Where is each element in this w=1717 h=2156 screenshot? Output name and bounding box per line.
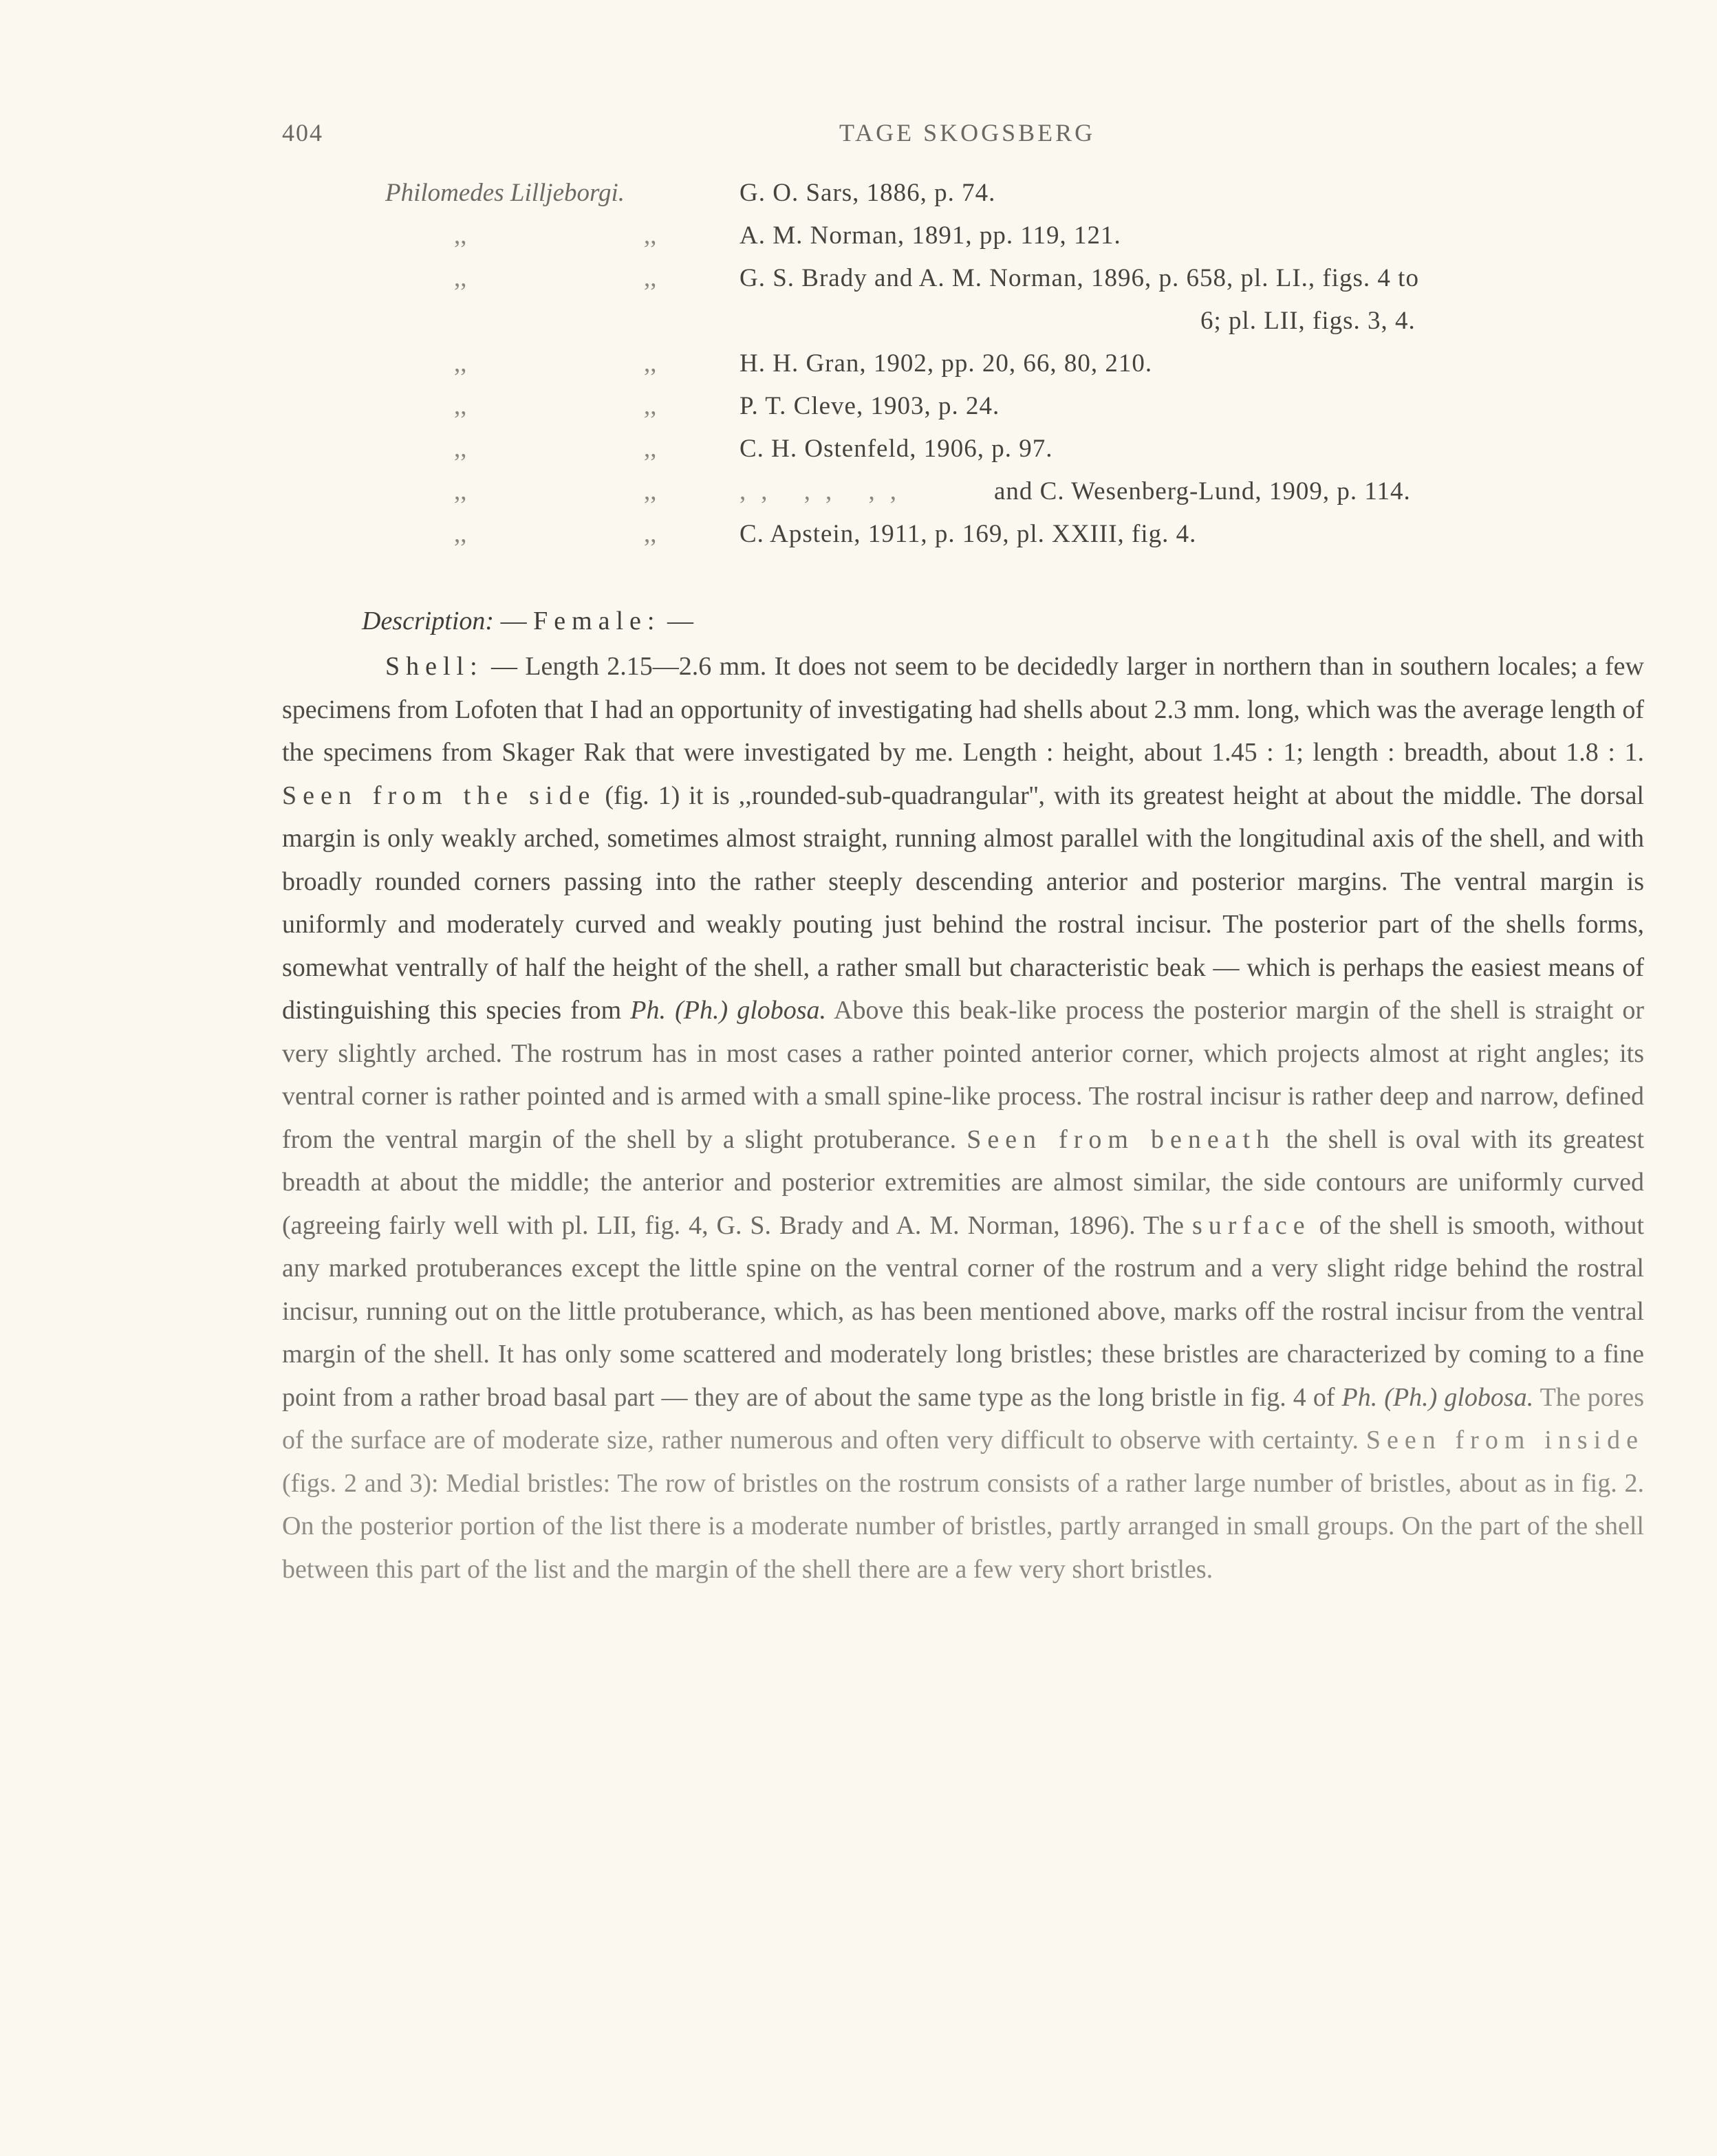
reference: C. Apstein, 1911, p. 169, pl. XXIII, fig. 4.: [739, 520, 1197, 548]
reference: P. T. Cleve, 1903, p. 24.: [739, 392, 1000, 420]
ditto-mark: ,,: [454, 435, 467, 463]
spaced-phrase: surface: [1191, 1210, 1311, 1240]
description-heading: [362, 600, 1644, 642]
paragraph-text: (fig. 1) it is ,,rounded-sub-quadrangular'', with its greatest height at about the middle. The dorsal margin is only weakly arched, sometimes almost straight, running almost parallel with the longitudinal axis of the shell, and with broadly rounded corners passing into the rather steeply descending anterior and posterior margins. The ventral margin is uniformly and moderately curved and weakly pouting just behind the rostral incisur. The posterior part of the shells forms, somewhat ventrally of half the height of the shell, a rather small but characteristic beak — which is perhaps the easiest means of distinguishing this species from: [282, 781, 1644, 1025]
ditto-mark: ,,: [454, 221, 467, 250]
ditto-mark: ,,: [644, 435, 657, 463]
reference: C. H. Ostenfeld, 1906, p. 97.: [739, 435, 1053, 463]
synonymy-row: [385, 470, 1678, 513]
description-label: Description:: [362, 607, 495, 635]
reference: A. M. Norman, 1891, pp. 119, 121.: [739, 221, 1121, 250]
synonymy-row: [385, 385, 1678, 428]
female-label: Female:: [533, 607, 661, 635]
dash: —: [500, 607, 527, 635]
taxon-name: Ph. (Ph.) globosa.: [630, 996, 827, 1025]
paragraph-text: Length 2.15—2.6 mm. It does not seem to be decidedly larger in northern than in southern locales; a few specimens from Lofoten that I had an opportunity of investigating had shells about 2.3 mm. long, which was the average length of the specimens from Skager Rak that were investigated by me. Length : height, about 1.45 : 1; length : breadth, about 1.8 : 1.: [282, 652, 1644, 767]
ditto-mark: ,,: [454, 392, 467, 420]
taxon-name: Ph. (Ph.) globosa.: [1341, 1382, 1534, 1412]
paragraph-text: (figs. 2 and 3): Medial bristles: The row of bristles on the rostrum consists of a rather large number of bristles, about as in fig. 2. On the posterior portion of the list there is a moderate number of bristles, partly arranged in small groups. On the part of the shell between this part of the list and the margin of the shell there are a few very short bristles.: [282, 1468, 1644, 1584]
ditto-mark: ,,: [644, 221, 657, 250]
ditto-mark: ,,: [644, 520, 657, 548]
spaced-phrase: Seen from beneath: [967, 1124, 1276, 1154]
ditto-mark: ,,: [644, 264, 657, 292]
paragraph-text: the shell is oval with its greatest breadth at about the middle; the anterior and posterior extremities are almost similar, the side contours are uniformly curved (agreeing fairly well with pl. LII, fig. 4, G. S. Brady and A. M. Norman, 1896). The: [282, 1124, 1645, 1240]
synonymy-row: [385, 428, 1678, 470]
dash: —: [667, 607, 693, 635]
reference: H. H. Gran, 1902, pp. 20, 66, 80, 210.: [739, 349, 1153, 378]
ditto-mark: ,,: [454, 264, 467, 292]
page-header: [282, 118, 1658, 157]
paragraph-text: The pores of the surface are of moderate size, rather numerous and often very difficult to observe with certainty.: [282, 1382, 1644, 1455]
synonymy-row: [385, 215, 1678, 257]
synonymy-row: [385, 342, 1678, 385]
spaced-phrase: Seen from the side: [282, 781, 596, 810]
ditto-mark: ,,: [644, 477, 657, 505]
spaced-phrase: Seen from inside: [1365, 1426, 1644, 1455]
shell-paragraph: [282, 645, 1644, 1591]
ditto-mark: ,,: [644, 392, 657, 420]
ditto-mark: ,, ,, ,,: [739, 477, 911, 505]
reference: [739, 470, 1411, 513]
reference: G. O. Sars, 1886, p. 74.: [739, 179, 996, 207]
ditto-mark: ,,: [644, 349, 657, 378]
dash: —: [491, 652, 518, 681]
synonymy-row: [385, 172, 1678, 215]
synonymy-list: [385, 172, 1678, 556]
ditto-mark: ,,: [454, 520, 467, 548]
shell-label: Shell:: [385, 652, 484, 681]
synonymy-row: [385, 513, 1678, 556]
paragraph-text: of the shell is smooth, without any marked protuberances except the little spine on the ventral corner of the rostrum and a very slight ridge behind the rostral incisur, running out on the little protuberance, which, as has been mentioned above, marks off the rostral incisur from the ventral margin of the shell. It has only some scattered and moderately long bristles; these bristles are characterized by coming to a fine point from a rather broad basal part — they are of about the same type as the long bristle in fig. 4 of: [282, 1210, 1644, 1412]
ditto-mark: ,,: [454, 349, 467, 378]
paragraph-text: Above this beak-like process the posterior margin of the shell is straight or very slightly arched. The rostrum has in most cases a rather pointed anterior corner, which projects almost at right angles; its ventral corner is rather pointed and is armed with a small spine-like process. The rostral incisur is rather deep and narrow, defined from the ventral margin of the shell by a slight protuberance.: [282, 996, 1645, 1154]
reference: G. S. Brady and A. M. Norman, 1896, p. 658, pl. LI., figs. 4 to: [739, 264, 1419, 292]
reference-text: and C. Wesenberg-Lund, 1909, p. 114.: [994, 477, 1411, 505]
running-title: TAGE SKOGSBERG: [839, 119, 1096, 146]
synonymy-row: [385, 257, 1678, 300]
page-number: 404: [282, 119, 323, 146]
species-name: Philomedes Lilljeborgi.: [385, 179, 625, 207]
synonymy-row-continuation: [385, 300, 1678, 342]
ditto-mark: ,,: [454, 477, 467, 505]
description-body: [282, 600, 1644, 1591]
reference-continuation: 6; pl. LII, figs. 3, 4.: [1200, 307, 1416, 335]
